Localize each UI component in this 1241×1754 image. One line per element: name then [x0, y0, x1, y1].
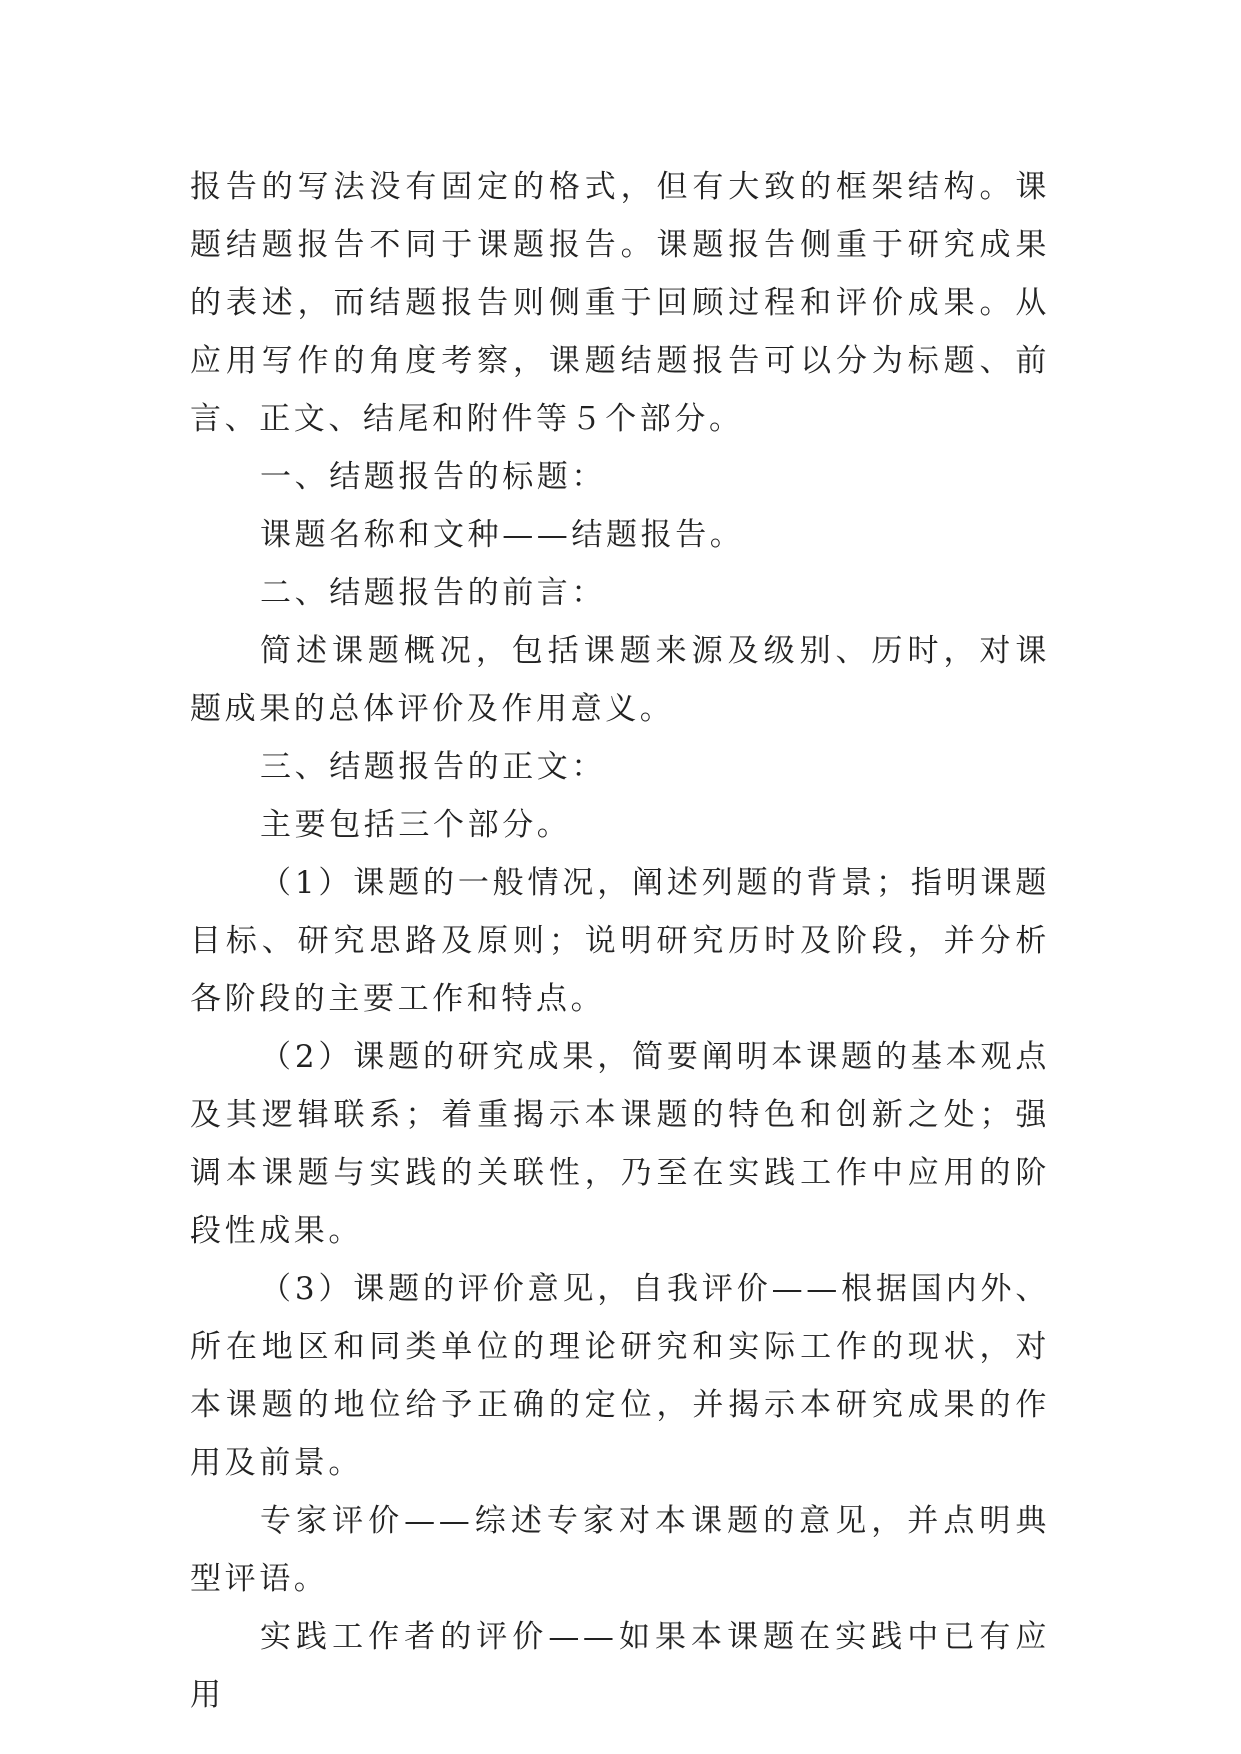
paragraph-title-desc: 课题名称和文种——结题报告。	[260, 517, 745, 553]
paragraph-body-intro: 主要包括三个部分。	[260, 807, 572, 843]
section-heading-body: 三、结题报告的正文：	[260, 749, 606, 785]
section-heading-preface: 二、结题报告的前言：	[260, 575, 606, 611]
list-item-2: （2）课题的研究成果，简要阐明本课题的基本观点及其逻辑联系；着重揭示本课题的特色和创新之处；强调本课题与实践的关联性，乃至在实践工作中应用的阶段性成果。	[190, 1039, 1050, 1249]
paragraph-practitioner-evaluation: 实践工作者的评价——如果本课题在实践中已有应用	[190, 1619, 1050, 1713]
document-body	[190, 158, 1050, 1724]
section-heading-title: 一、结题报告的标题：	[260, 459, 606, 495]
paragraph-preface-desc: 简述课题概况，包括课题来源及级别、历时，对课题成果的总体评价及作用意义。	[190, 633, 1050, 727]
paragraph-intro: 报告的写法没有固定的格式，但有大致的框架结构。课题结题报告不同于课题报告。课题报告侧重于研究成果的表述，而结题报告则侧重于回顾过程和评价成果。从应用写作的角度考察，课题结题报告可以分为标题、前言、正文、结尾和附件等５个部分。	[190, 169, 1050, 437]
list-item-3: （3）课题的评价意见，自我评价——根据国内外、所在地区和同类单位的理论研究和实际工作的现状，对本课题的地位给予正确的定位，并揭示本研究成果的作用及前景。	[190, 1271, 1050, 1481]
paragraph-expert-evaluation: 专家评价——综述专家对本课题的意见，并点明典型评语。	[190, 1503, 1050, 1597]
list-item-1: （1）课题的一般情况，阐述列题的背景；指明课题目标、研究思路及原则；说明研究历时及阶段，并分析各阶段的主要工作和特点。	[190, 865, 1050, 1017]
